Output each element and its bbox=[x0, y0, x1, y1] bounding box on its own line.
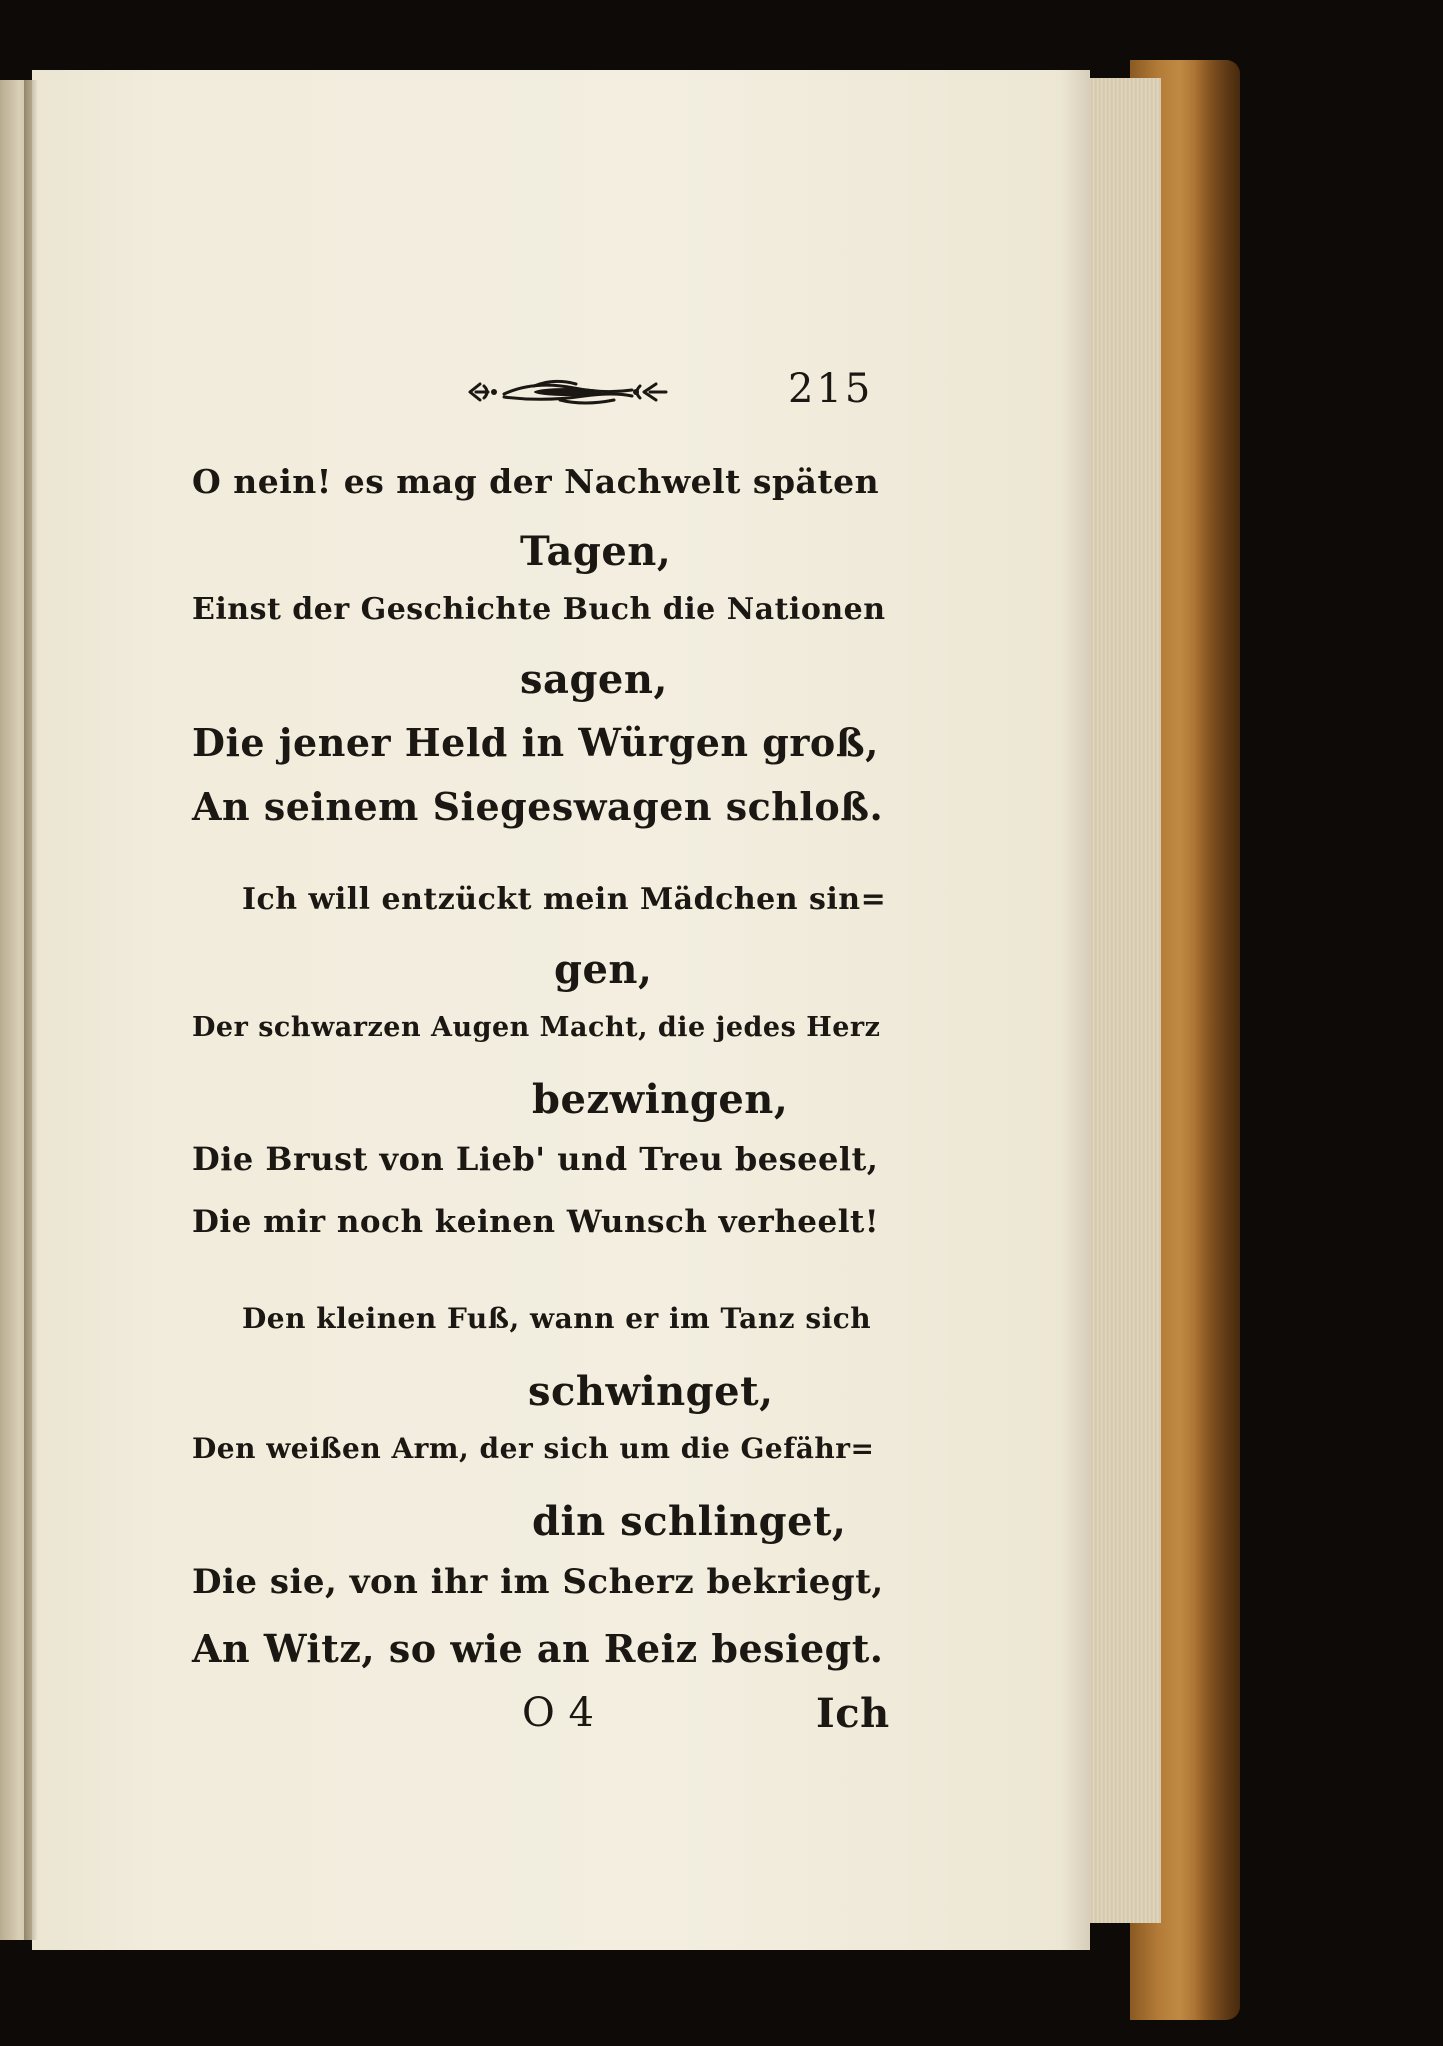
catchword: Ich bbox=[816, 1690, 890, 1737]
stanza-3-line-6: An Witz, so wie an Reiz besiegt. bbox=[192, 1626, 884, 1671]
stanza-1-line-1-text: O nein! es mag der Nachwelt späten bbox=[192, 462, 880, 501]
gutter-shadow bbox=[24, 80, 38, 1940]
stanza-2-line-6: Die mir noch keinen Wunsch verheelt! bbox=[192, 1204, 879, 1240]
stanza-1-line-6: An seinem Siegeswagen schloß. bbox=[192, 784, 884, 829]
stanza-1-line-4: sagen, bbox=[520, 656, 668, 703]
book-page bbox=[32, 70, 1090, 1950]
stanza-3-line-3: Den weißen Arm, der sich um die Gefähr= bbox=[192, 1432, 875, 1465]
stanza-1-line-3: Einst der Geschichte Buch die Nationen bbox=[192, 592, 886, 627]
stanza-2-line-5: Die Brust von Lieb' und Treu beseelt, bbox=[192, 1140, 879, 1178]
cover-shadow bbox=[1195, 60, 1240, 2020]
stanza-3-line-1: Den kleinen Fuß, wann er im Tanz sich bbox=[242, 1302, 872, 1335]
stanza-3-line-2: schwinget, bbox=[528, 1368, 774, 1415]
stanza-1-line-1 bbox=[192, 462, 879, 501]
stanza-2-line-3: Der schwarzen Augen Macht, die jedes Herz bbox=[192, 1012, 881, 1043]
stanza-1-line-5: Die jener Held in Würgen groß, bbox=[192, 720, 879, 765]
stanza-3-line-4: din schlinget, bbox=[532, 1498, 847, 1545]
page-number: 215 bbox=[788, 366, 874, 412]
fleuron-ornament-icon bbox=[464, 370, 672, 414]
stanza-2-line-1: Ich will entzückt mein Mädchen sin= bbox=[242, 882, 887, 917]
stanza-1-line-2: Tagen, bbox=[520, 528, 672, 575]
signature-mark: O 4 bbox=[522, 1690, 595, 1736]
page-edges bbox=[1085, 78, 1161, 1923]
stanza-2-line-2: gen, bbox=[554, 946, 653, 993]
stanza-2-line-4: bezwingen, bbox=[532, 1076, 789, 1123]
stanza-3-line-5: Die sie, von ihr im Scherz bekriegt, bbox=[192, 1562, 884, 1602]
